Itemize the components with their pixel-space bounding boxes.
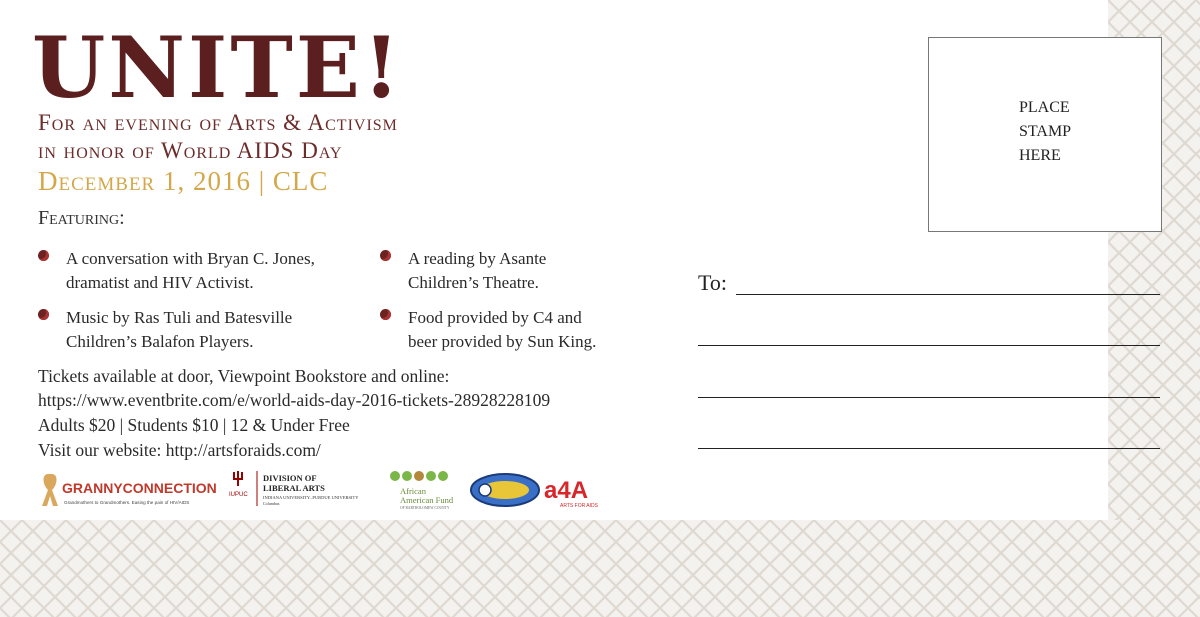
website-link[interactable]: Visit our website: http://artsforaids.com/	[38, 440, 321, 460]
radio-station-logo	[471, 474, 539, 506]
event-date: December 1, 2016 | CLC	[38, 166, 329, 196]
address-line	[698, 345, 1160, 346]
ticket-prices: Adults $20 | Students $10 | 12 & Under Free	[38, 415, 350, 435]
feature-item: Food provided by C4 and beer provided by Sun King.	[408, 306, 708, 354]
feature-item: A reading by Asante Children’s Theatre.	[408, 247, 708, 295]
a4a-mark: a4A	[544, 477, 589, 504]
trident-icon	[233, 471, 243, 486]
tickets-url[interactable]: https://www.eventbrite.com/e/world-aids-day-2016-tickets-28928228109	[38, 390, 551, 410]
division-line-3: INDIANA UNIVERSITY–PURDUE UNIVERSITY	[263, 495, 359, 500]
bullet-icon	[380, 309, 391, 320]
granny-tagline: Grandmothers to Grandmothers. Easing the pain of HIV/AIDS	[64, 500, 190, 505]
stamp-box	[928, 37, 1162, 232]
iupuc-mark: IUPUC	[229, 492, 248, 498]
to-label: To:	[698, 270, 728, 295]
granny-connection-logo	[42, 474, 217, 506]
iupuc-logo	[229, 471, 359, 506]
african-line-1: African	[400, 486, 426, 496]
division-line-1: DIVISION OF	[263, 473, 317, 483]
division-line-2: LIBERAL ARTS	[263, 483, 325, 493]
stamp-line-3: HERE	[1019, 147, 1061, 164]
granny-name: GRANNYCONNECTION	[62, 480, 217, 496]
a4a-sub: ARTS FOR AIDS	[560, 503, 598, 509]
featuring-heading: Featuring:	[38, 207, 125, 229]
african-line-2: American Fund	[400, 495, 454, 505]
decorative-pattern-bottom	[0, 520, 1200, 617]
address-line	[698, 397, 1160, 398]
tickets-info: Tickets available at door, Viewpoint Bookstore and online:	[38, 366, 450, 386]
african-american-fund-logo	[390, 471, 454, 510]
bullet-icon	[38, 250, 49, 261]
bullet-icon	[38, 309, 49, 320]
subtitle-line-2: in honor of World AIDS Day	[38, 138, 343, 163]
arts-for-aids-logo	[544, 477, 599, 509]
division-line-4: Columbus	[263, 501, 280, 506]
stamp-line-1: PLACE	[1019, 99, 1070, 116]
event-title: UNITE!	[32, 18, 403, 117]
feature-item: A conversation with Bryan C. Jones, dramatist and HIV Activist.	[66, 247, 366, 295]
sponsor-logos	[38, 468, 618, 512]
address-line	[698, 448, 1160, 449]
feature-item: Music by Ras Tuli and Batesville Children’s Balafon Players.	[66, 306, 366, 354]
african-line-3: OF BARTHOLOMEW COUNTY	[400, 506, 450, 510]
address-line	[736, 294, 1160, 295]
stamp-line-2: STAMP	[1019, 123, 1072, 140]
bullet-icon	[380, 250, 391, 261]
subtitle-line-1: For an evening of Arts & Activism	[38, 110, 398, 135]
ribbon-icon	[42, 474, 58, 506]
